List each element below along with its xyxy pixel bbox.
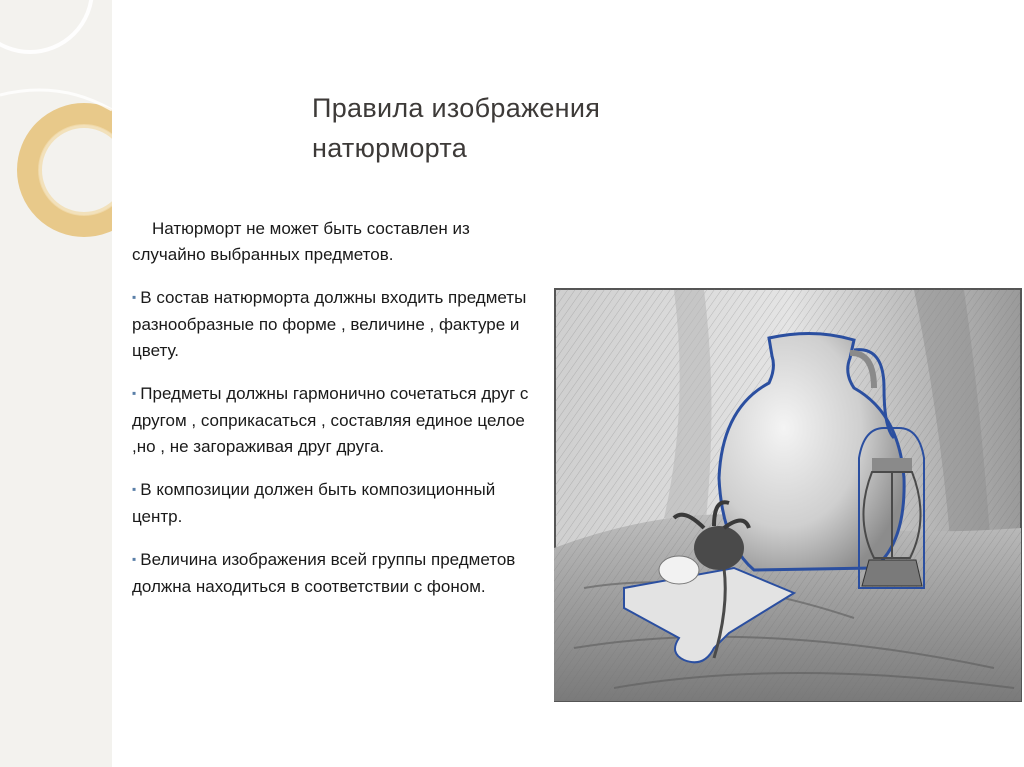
bullet-icon: ▪ xyxy=(132,290,137,304)
rules-text xyxy=(132,216,542,617)
paragraph-text: Предметы должны гармонично сочетаться друг с другом , соприкасаться , составляя единое целое ,но , не загораживая друг друга. xyxy=(132,384,529,456)
paragraph-text: Величина изображения всей группы предметов должна находиться в соответствии с фоном. xyxy=(132,550,516,596)
bullet-paragraph xyxy=(132,381,542,460)
bullet-icon: ▪ xyxy=(132,552,137,566)
bullet-paragraph xyxy=(132,477,542,530)
paragraph-text: В состав натюрморта должны входить предметы разнообразные по форме , величине , фактуре и цвету. xyxy=(132,288,527,360)
paragraph-text: Натюрморт не может быть составлен из случайно выбранных предметов. xyxy=(132,219,470,264)
intro-paragraph xyxy=(132,216,542,268)
decorative-rings xyxy=(0,0,112,767)
bullet-icon: ▪ xyxy=(132,482,137,496)
bullet-paragraph xyxy=(132,547,542,600)
bullet-paragraph xyxy=(132,285,542,364)
paragraph-text: В композиции должен быть композиционный центр. xyxy=(132,480,496,526)
slide-title: Правила изображения натюрморта xyxy=(312,93,601,163)
still-life-illustration xyxy=(554,288,1022,702)
bullet-icon: ▪ xyxy=(132,386,137,400)
